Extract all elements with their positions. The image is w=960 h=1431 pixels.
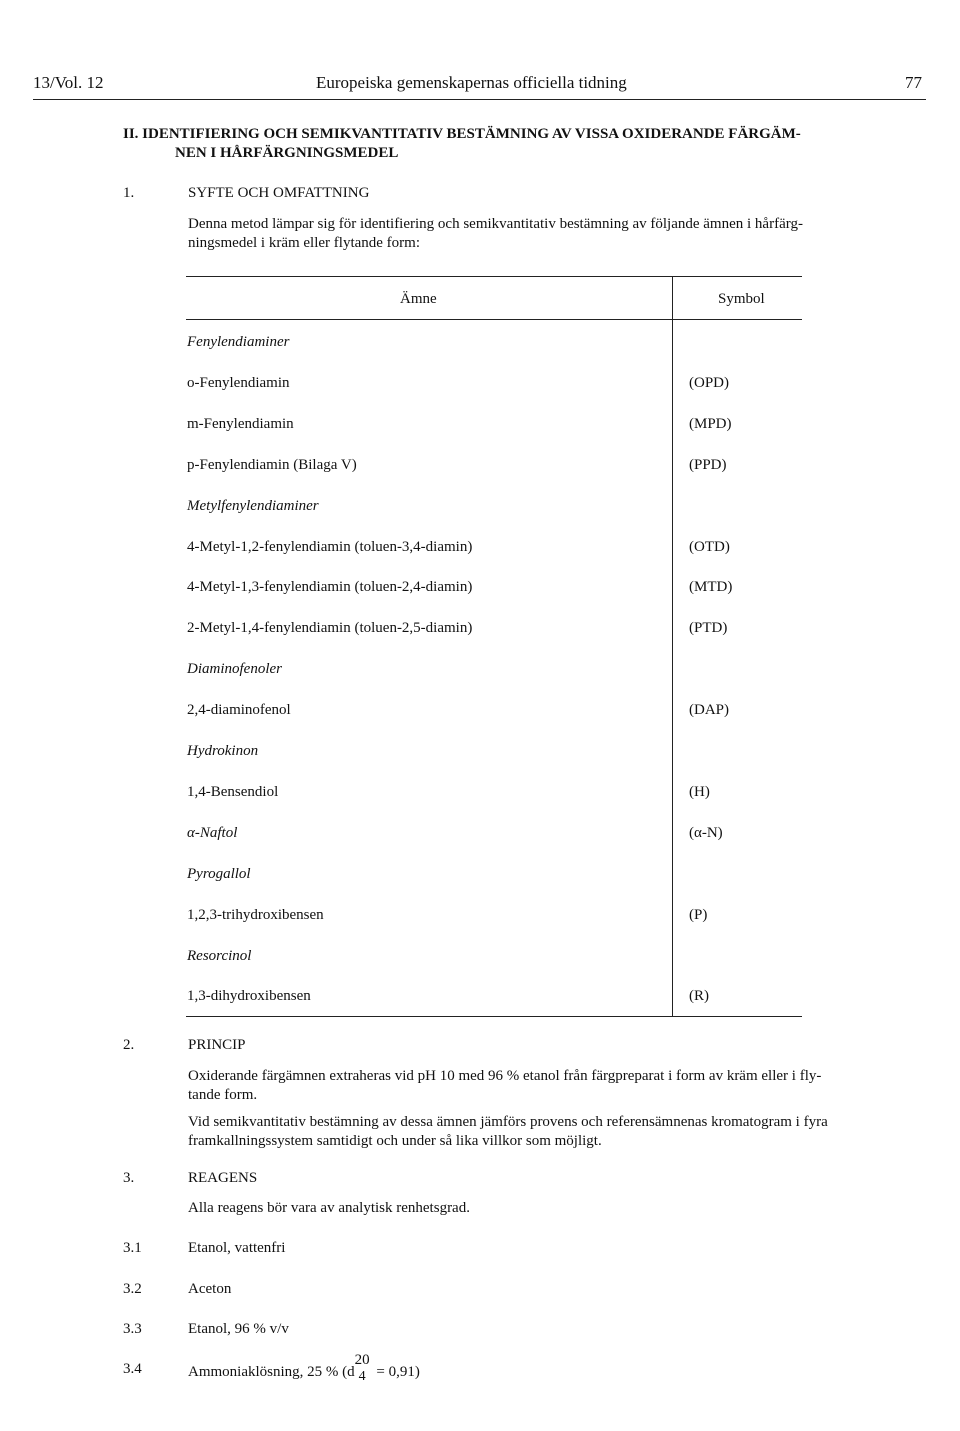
table-row-substance: 2,4-diaminofenol <box>187 702 291 718</box>
reagent-3-4-superscript: 20 <box>354 1352 370 1368</box>
table-row-symbol: (α-N) <box>689 825 723 841</box>
section1-paragraph-line1: Denna metod lämpar sig för identifiering och semikvantitativ bestämning av följande ämnen i hårfärg- <box>188 216 803 232</box>
table-group-heading: Resorcinol <box>187 948 252 964</box>
section2-p2-line2: framkallningssystem samtidigt och under så lika villkor som möjligt. <box>188 1133 602 1149</box>
document-title-line1: II. IDENTIFIERING OCH SEMIKVANTITATIV BESTÄMNING AV VISSA OXIDERANDE FÄRGÄM- <box>123 126 801 142</box>
reagent-3-2-number: 3.2 <box>123 1281 142 1297</box>
table-group-heading: Hydrokinon <box>187 743 259 759</box>
table-row-symbol: (OTD) <box>689 539 730 555</box>
table-group-heading: Pyrogallol <box>187 866 251 882</box>
table-row-substance: 1,3-dihydroxibensen <box>187 988 311 1004</box>
section2-p2-line1: Vid semikvantitativ bestämning av dessa ämnen jämförs provens och referensämnenas kromatogram i fyra <box>188 1114 828 1130</box>
table-header-amne: Ämne <box>400 291 437 307</box>
table-row-symbol: (DAP) <box>689 702 729 718</box>
section2-p1-line2: tande form. <box>188 1087 258 1103</box>
section2-p1-line1: Oxiderande färgämnen extraheras vid pH 10 med 96 % etanol från färgpreparat i form av kräm eller i fly- <box>188 1068 822 1084</box>
header-page-number: 77 <box>905 73 922 92</box>
header-journal-title: Europeiska gemenskapernas officiella tidning <box>316 73 627 92</box>
table-row-symbol: (R) <box>689 988 709 1004</box>
table-row-substance: m-Fenylendiamin <box>187 416 294 432</box>
reagent-3-3-number: 3.3 <box>123 1321 142 1337</box>
table-row-symbol: (OPD) <box>689 375 729 391</box>
reagent-3-1-number: 3.1 <box>123 1240 142 1256</box>
table-group-heading: Diaminofenoler <box>187 661 282 677</box>
section1-heading: SYFTE OCH OMFATTNING <box>188 185 370 201</box>
section1-number: 1. <box>123 185 135 201</box>
table-bottom-rule <box>186 1016 802 1017</box>
section3-heading: REAGENS <box>188 1170 258 1186</box>
table-column-divider <box>672 276 673 1016</box>
table-row-substance: α-Naftol <box>187 825 238 841</box>
document-title-line2: NEN I HÅRFÄRGNINGSMEDEL <box>175 145 399 161</box>
table-row-substance: 4-Metyl-1,3-fenylendiamin (toluen-2,4-diamin) <box>187 579 473 595</box>
table-row-symbol: (MTD) <box>689 579 733 595</box>
table-header-rule <box>186 319 802 320</box>
section3-paragraph: Alla reagens bör vara av analytisk renhetsgrad. <box>188 1200 470 1216</box>
table-row-symbol: (PPD) <box>689 457 727 473</box>
table-row-symbol: (H) <box>689 784 710 800</box>
section1-paragraph-line2: ningsmedel i kräm eller flytande form: <box>188 235 421 251</box>
reagent-3-4-subscript: 4 <box>358 1369 366 1384</box>
table-header-symbol: Symbol <box>718 291 765 307</box>
table-row-substance: 1,2,3-trihydroxibensen <box>187 907 324 923</box>
section3-number: 3. <box>123 1170 135 1186</box>
table-row-substance: 4-Metyl-1,2-fenylendiamin (toluen-3,4-diamin) <box>187 539 473 555</box>
reagent-3-4-text <box>188 1352 420 1384</box>
table-group-heading: Metylfenylendiaminer <box>187 498 319 514</box>
reagent-3-3-text: Etanol, 96 % v/v <box>188 1321 289 1337</box>
table-top-rule <box>186 276 802 277</box>
table-row-substance: 2-Metyl-1,4-fenylendiamin (toluen-2,5-diamin) <box>187 620 473 636</box>
reagent-3-2-text: Aceton <box>188 1281 232 1297</box>
section2-heading: PRINCIP <box>188 1037 246 1053</box>
section2-number: 2. <box>123 1037 135 1053</box>
table-row-symbol: (MPD) <box>689 416 732 432</box>
table-row-symbol: (PTD) <box>689 620 728 636</box>
reagent-3-4-text-after: = 0,91) <box>372 1364 420 1380</box>
table-row-substance: 1,4-Bensendiol <box>187 784 279 800</box>
header-volume: 13/Vol. 12 <box>33 73 104 92</box>
table-row-substance: o-Fenylendiamin <box>187 375 290 391</box>
table-row-symbol: (P) <box>689 907 708 923</box>
table-row-substance: p-Fenylendiamin (Bilaga V) <box>187 457 357 473</box>
reagent-3-4-text-before: Ammoniaklösning, 25 % (d <box>188 1364 355 1380</box>
table-group-heading: Fenylendiaminer <box>187 334 290 350</box>
reagent-3-1-text: Etanol, vattenfri <box>188 1240 286 1256</box>
header-rule <box>33 99 926 100</box>
reagent-3-4-number: 3.4 <box>123 1361 142 1377</box>
